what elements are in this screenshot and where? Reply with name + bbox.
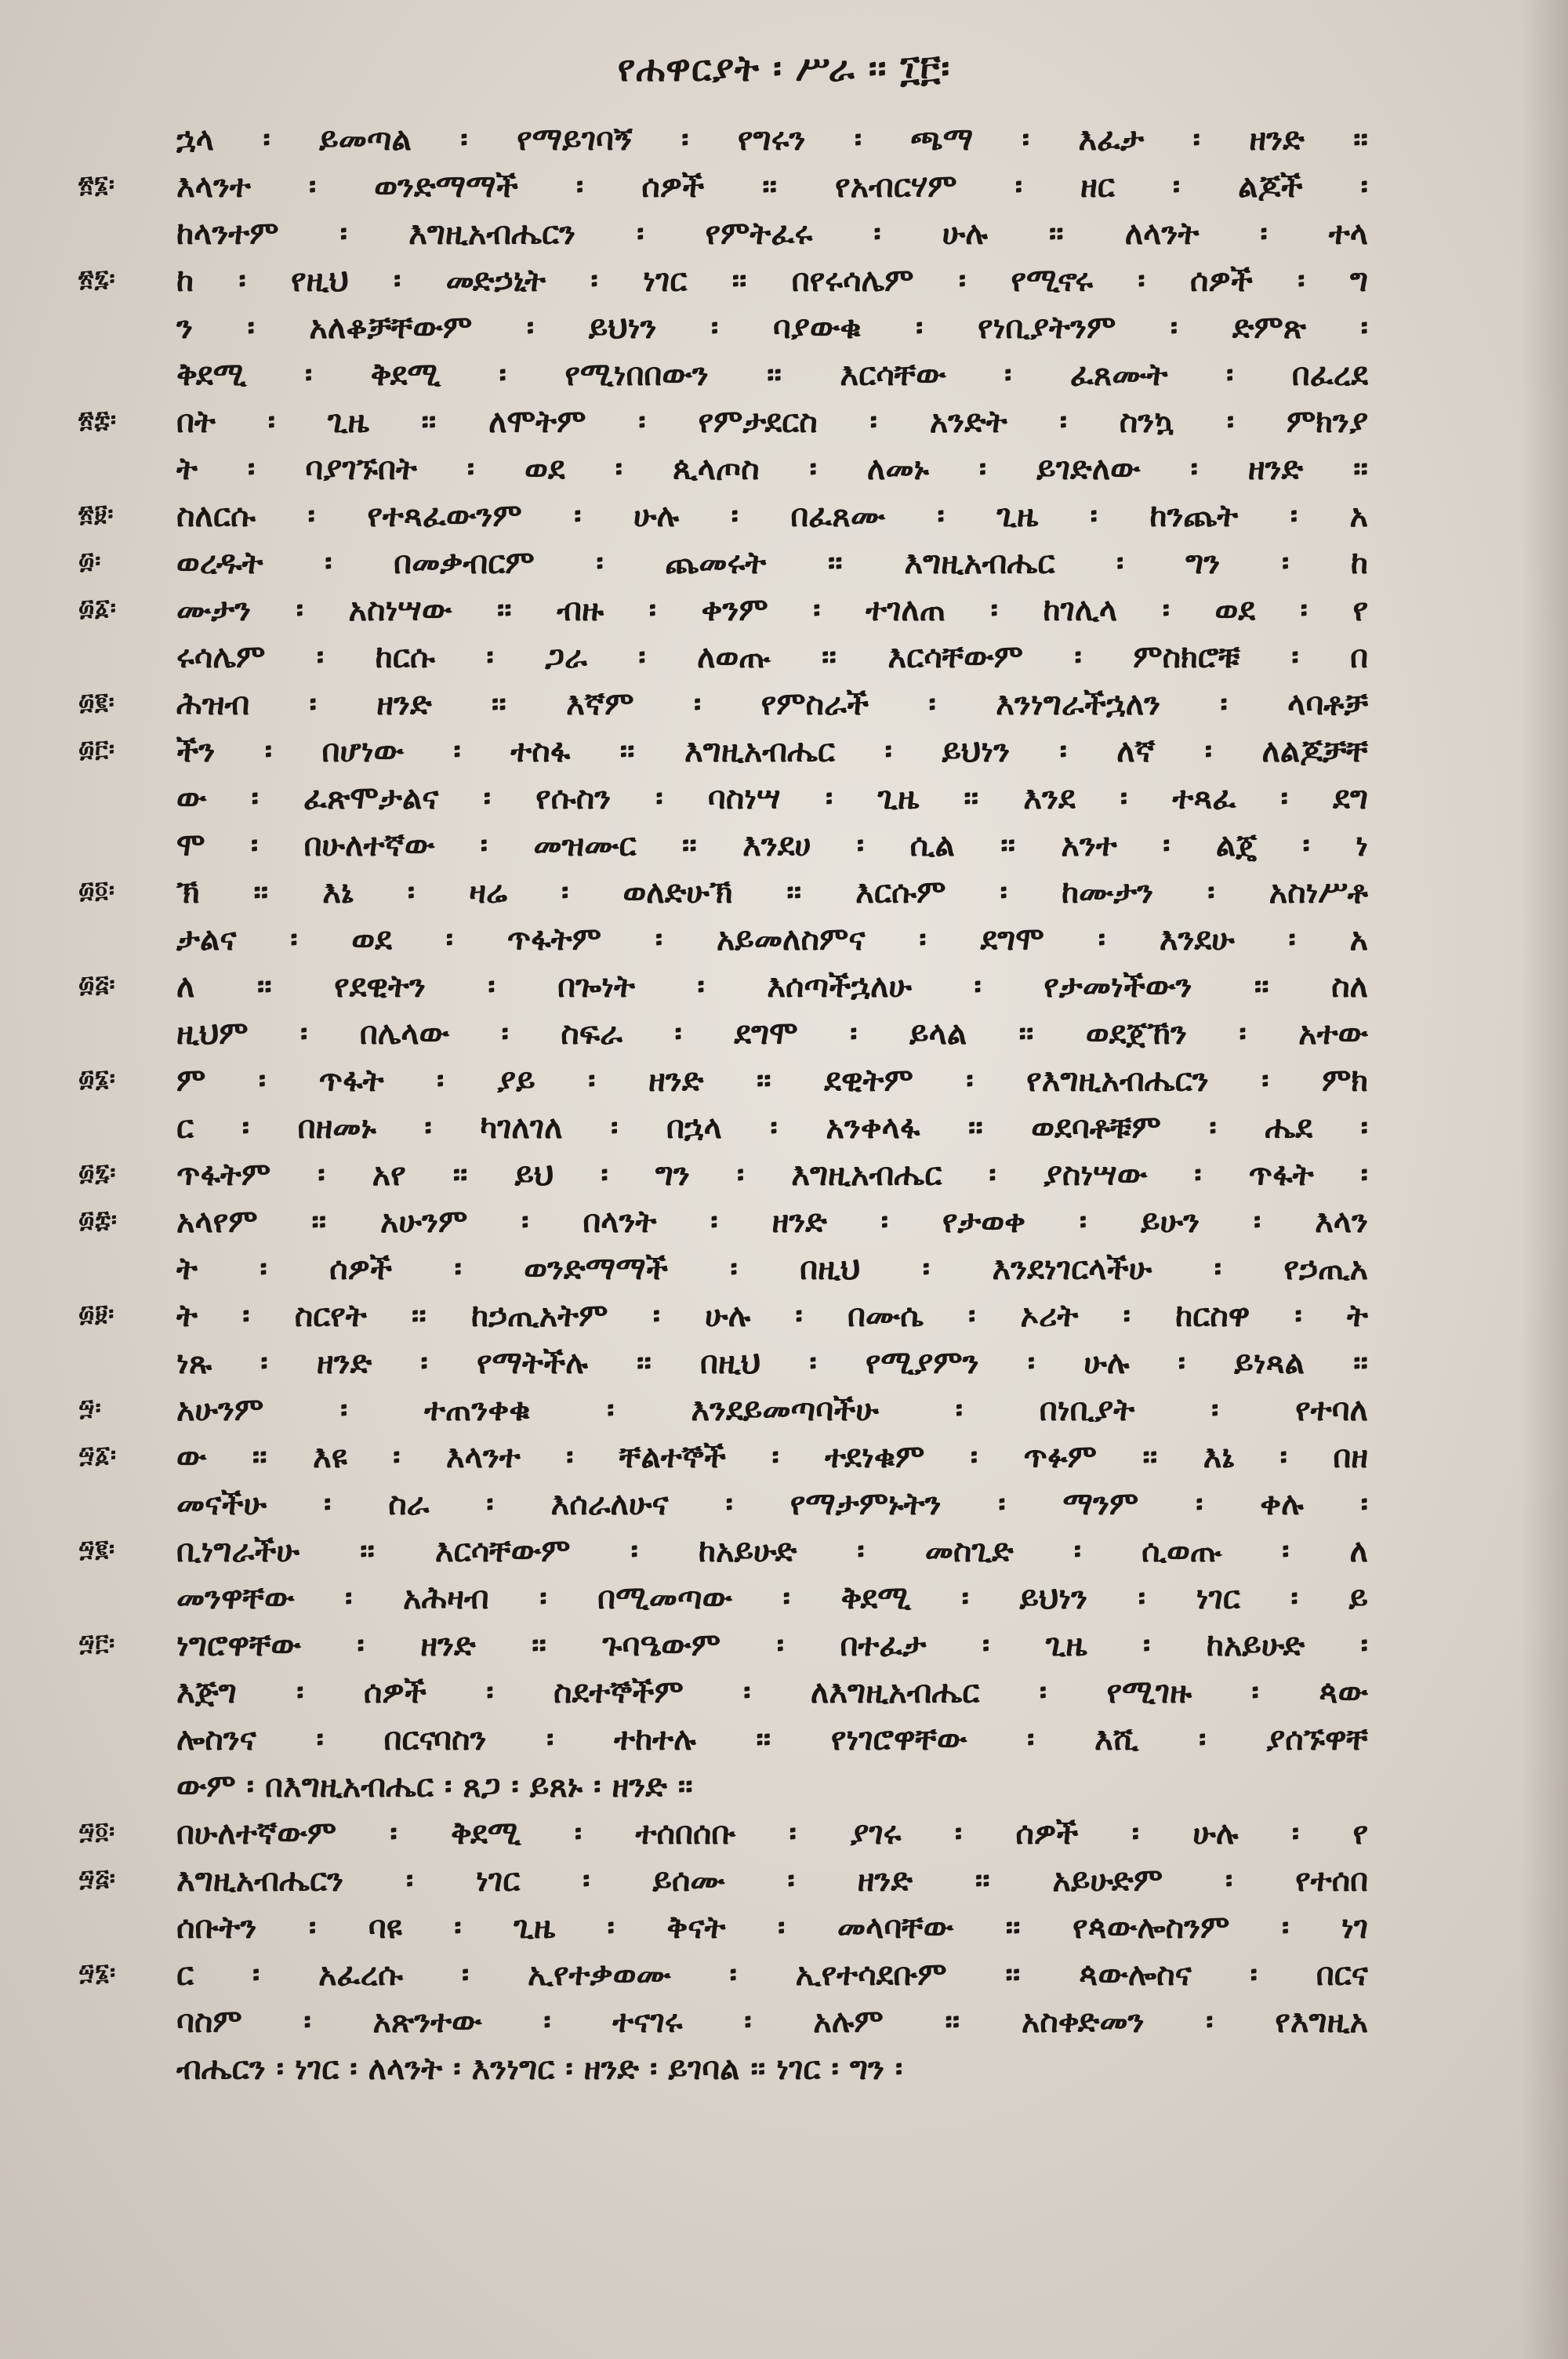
line-text: እላንተ ፡ ወንድማማች ፡ ሰዎች ፡፡ የአብርሃም ፡ ዘር ፡ ልጆች ፡: [176, 168, 1368, 205]
line-text: ት ፡ ሰዎች ፡ ወንድማማች ፡ በዚህ ፡ እንደነገርላችሁ ፡ የኃጢአ: [176, 1250, 1368, 1287]
text-line: [0, 682, 1568, 729]
line-text: ት ፡ ስርየት ፡፡ ከኃጢአትም ፡ ሁሉ ፡ በሙሴ ፡ ኦሪት ፡ ከርስዋ ፡ ት: [176, 1297, 1368, 1334]
line-text: መንዋቸው ፡ አሕዛብ ፡ በሚመጣው ፡ ቅደሚ ፡ ይህነን ፡ ነገር ፡ ይ: [176, 1579, 1368, 1616]
text-line: [0, 447, 1568, 494]
text-line: [0, 1388, 1568, 1435]
verse-number: ፴፭፡: [78, 971, 116, 998]
text-line: [0, 306, 1568, 353]
line-text: ት ፡ ባያገኙበት ፡ ወደ ፡ ጲላጦስ ፡ ለመኑ ፡ ይገድለው ፡ ዘንድ ፡፡: [176, 450, 1368, 487]
line-text: መናችሁ ፡ ስራ ፡ እሰራለሁና ፡ የማታምኑትን ፡ ማንም ፡ ቀሉ ፡: [176, 1485, 1368, 1522]
line-text: ሕዝብ ፡ ዘንድ ፡፡ እኛም ፡ የምስራች ፡ እንነግራችኋለን ፡ ላባቶቻ: [176, 685, 1368, 722]
text-line: [0, 212, 1568, 259]
verse-number: ፵፫፡: [78, 1630, 116, 1657]
line-text: ኋላ ፡ ይመጣል ፡ የማይገባኝ ፡ የግሩን ፡ ጫማ ፡ እፈታ ፡ ዘንድ ፡፡: [176, 121, 1368, 158]
text-line: [0, 1435, 1568, 1482]
text-line: [0, 1012, 1568, 1059]
text-line: [0, 1859, 1568, 1906]
line-text: በሁለተኛውም ፡ ቅደሚ ፡ ተሰበሰቡ ፡ ያገሩ ፡ ሰዎች ፡ ሁሉ ፡ የ: [176, 1815, 1368, 1852]
line-text: ቢነግራችሁ ፡፡ እርሳቸውም ፡ ከአይሁድ ፡ መስጊድ ፡ ሲወጡ ፡ ለ: [176, 1532, 1368, 1569]
verse-number: ፴፱፡: [78, 1300, 115, 1328]
text-line: [0, 1953, 1568, 2000]
verse-number: ፵፡: [78, 1394, 102, 1422]
text-line: [0, 2047, 1568, 2094]
text-line: [0, 1106, 1568, 1153]
page-body: [0, 118, 1568, 2094]
line-text: ቅደሚ ፡ ቅደሚ ፡ የሚነበበውን ፡፡ እርሳቸው ፡ ፈጸሙት ፡ በፈረደ: [176, 356, 1368, 393]
line-text: ሙታን ፡ አስነሣው ፡፡ ብዙ ፡ ቀንም ፡ ተገለጠ ፡ ከገሊላ ፡ ወደ ፡ የ: [176, 591, 1368, 628]
line-text: ሰቡትን ፡ ባዩ ፡ ጊዜ ፡ ቅናት ፡ መላባቸው ፡፡ የጳውሎስንም ፡ ነገ: [176, 1909, 1368, 1946]
line-text: ጥፋትም ፡ አየ ፡፡ ይህ ፡ ግን ፡ እግዚአብሔር ፡ ያስነሣው ፡ ጥፋት ፡: [176, 1156, 1368, 1193]
verse-number: ፳፱፡: [78, 500, 114, 528]
text-line: [0, 1576, 1568, 1623]
text-line: [0, 776, 1568, 823]
line-text: ታልና ፡ ወደ ፡ ጥፋትም ፡ አይመለስምና ፡ ደግሞ ፡ እንደሁ ፡ አ: [176, 921, 1368, 958]
line-text: በት ፡ ጊዜ ፡፡ ለሞትም ፡ የምታደርስ ፡ አንድት ፡ ስንኳ ፡ ምክንያ: [176, 403, 1368, 440]
line-text: ስለርሱ ፡ የተጻፈውንም ፡ ሁሉ ፡ በፈጸሙ ፡ ጊዜ ፡ ከንጨት ፡ አ: [176, 497, 1368, 534]
line-text: ን ፡ አለቆቻቸውም ፡ ይህነን ፡ ባያውቁ ፡ የነቢያትንም ፡ ድምጽ ፡: [176, 309, 1368, 346]
verse-number: ፴፩፡: [78, 594, 117, 622]
line-text: ባስም ፡ አጽንተው ፡ ተናገሩ ፡ አሉም ፡፡ አስቀድመን ፡ የእግዚአ: [176, 2003, 1368, 2040]
line-text: አላየም ፡፡ አሁንም ፡ በላንት ፡ ዘንድ ፡ የታወቀ ፡ ይሁን ፡ እላን: [176, 1203, 1368, 1240]
text-line: [0, 588, 1568, 635]
text-line: [0, 918, 1568, 965]
line-text: ዚህም ፡ በሌላው ፡ ስፍራ ፡ ደግሞ ፡ ይላል ፡፡ ወደጀኸን ፡ አተው: [176, 1015, 1368, 1052]
text-line: [0, 494, 1568, 541]
line-text: ብሔርን ፡ ነገር ፡ ለላንት ፡ እንነግር ፡ ዘንድ ፡ ይገባል ፡፡ ነገር ፡ ግን ፡: [176, 2050, 903, 2087]
line-text: አሁንም ፡ ተጠንቀቁ ፡ እንደይመጣባችሁ ፡ በነቢያት ፡ የተባለ: [176, 1391, 1368, 1428]
line-text: ለ ፡፡ የደዊትን ፡ በጐነት ፡ እሰጣችኋለሁ ፡ የታመነችውን ፡፡ ስለ: [176, 968, 1368, 1005]
verse-number: ፵፪፡: [78, 1536, 116, 1563]
text-line: [0, 1717, 1568, 1765]
text-line: [0, 353, 1568, 400]
line-text: እጅግ ፡ ሰዎች ፡ ስደተኞችም ፡ ለእግዚአብሔር ፡ የሚገዙ ፡ ጳው: [176, 1674, 1368, 1710]
line-text: ው ፡፡ እዩ ፡ እላንተ ፡ ቸልተኞች ፡ ተደነቁም ፡ ጥፉም ፡፡ እኔ ፡ በዘ: [176, 1438, 1368, 1475]
text-line: [0, 400, 1568, 447]
text-line: [0, 1059, 1568, 1106]
verse-number: ፵፮፡: [78, 1959, 117, 1986]
verse-number: ፴፡: [78, 547, 102, 575]
line-text: ኽ ፡፡ እኔ ፡ ዛሬ ፡ ወለድሁኽ ፡፡ እርሱም ፡ ከሙታን ፡ አስነሥቶ: [176, 874, 1368, 911]
verse-number: ፳፯፡: [78, 265, 116, 293]
text-line: [0, 165, 1568, 212]
text-line: [0, 1482, 1568, 1529]
text-line: [0, 729, 1568, 776]
verse-number: ፳፮፡: [78, 171, 115, 198]
text-line: [0, 1153, 1568, 1200]
text-line: [0, 1341, 1568, 1388]
line-text: ሎስንና ፡ በርናባስን ፡ ተከተሉ ፡፡ የነገሮዋቸው ፡ እሺ ፡ ያሰኙዋቸ: [176, 1721, 1368, 1757]
line-text: ከ ፡ የዚህ ፡ መድኃኒት ፡ ነገር ፡፡ በየሩሳሌም ፡ የሚኖሩ ፡ ሰዎች ፡ ግ: [176, 262, 1368, 299]
text-line: [0, 1623, 1568, 1670]
verse-number: ፴፫፡: [78, 736, 115, 763]
verse-number: ፴፬፡: [78, 877, 115, 904]
verse-number: ፵፭፡: [78, 1865, 116, 1892]
text-line: [0, 871, 1568, 918]
line-text: ወረዱት ፡ በመቃብርም ፡ ጨመሩት ፡፡ እግዚአብሔር ፡ ግን ፡ ከ: [176, 544, 1368, 581]
verse-number: ፴፰፡: [78, 1206, 118, 1234]
line-text: ነግሮዋቸው ፡ ዘንድ ፡፡ ጉባዔውም ፡ በተፈታ ፡ ጊዜ ፡ ከአይሁድ ፡: [176, 1627, 1368, 1663]
text-line: [0, 1200, 1568, 1247]
text-line: [0, 1294, 1568, 1341]
line-text: ር ፡ አፈረሱ ፡ ኢየተቃወሙ ፡ ኢየተሳደቡም ፡፡ ጳውሎስና ፡ በርና: [176, 1956, 1368, 1993]
text-line: [0, 1247, 1568, 1294]
text-line: [0, 823, 1568, 871]
line-text: ው ፡ ፈጽሞታልና ፡ የሱስን ፡ ባስነሣ ፡ ጊዜ ፡፡ እንደ ፡ ተጻፈ ፡ ደግ: [176, 780, 1368, 816]
verse-number: ፴፯፡: [78, 1159, 117, 1187]
text-line: [0, 259, 1568, 306]
text-line: [0, 1906, 1568, 1953]
line-text: ከላንተም ፡ እግዚአብሔርን ፡ የምትፈሩ ፡ ሁሉ ፡፡ ለላንት ፡ ተላ: [176, 215, 1368, 252]
verse-number: ፳፰፡: [78, 406, 118, 434]
running-header: የሐዋርያት ፡ ሥራ ፡፡ ፲፫፡: [617, 47, 951, 89]
text-line: [0, 1670, 1568, 1717]
text-line: [0, 2000, 1568, 2047]
verse-number: ፵፬፡: [78, 1818, 116, 1845]
line-text: ችን ፡ በሆነው ፡ ተስፋ ፡፡ እግዚአብሔር ፡ ይህነን ፡ ለኛ ፡ ለልጆቻቸ: [176, 732, 1368, 769]
line-text: እግዚአብሔርን ፡ ነገር ፡ ይሰሙ ፡ ዘንድ ፡፡ አይሁድም ፡ የተሰበ: [176, 1862, 1368, 1899]
line-text: ር ፡ በዘመኑ ፡ ካገለገለ ፡ በኋላ ፡ አንቀላፋ ፡፡ ወደባቶቹም ፡ ሔደ ፡: [176, 1109, 1368, 1146]
text-line: [0, 965, 1568, 1012]
text-line: [0, 1765, 1568, 1812]
text-line: [0, 1529, 1568, 1576]
line-text: ነጹ ፡ ዘንድ ፡ የማትችሉ ፡፡ በዚህ ፡ የሚያምን ፡ ሁሉ ፡ ይነጻል ፡፡: [176, 1344, 1368, 1381]
text-line: [0, 1812, 1568, 1859]
text-line: [0, 635, 1568, 682]
verse-number: ፴፪፡: [78, 689, 115, 716]
verse-number: ፵፩፡: [78, 1441, 118, 1469]
verse-number: ፴፮፡: [78, 1065, 116, 1092]
line-text: ውም ፡ በእግዚአብሔር ፡ ጸጋ ፡ ይጸኑ ፡ ዘንድ ፡፡: [176, 1768, 693, 1805]
line-text: ሞ ፡ በሁለተኛው ፡ መዝሙር ፡፡ እንደሀ ፡ ሲል ፡፡ አንተ ፡ ልጄ ፡ ነ: [176, 827, 1368, 863]
text-line: [0, 118, 1568, 165]
line-text: ሩሳሌም ፡ ከርሱ ፡ ጋራ ፡ ለወጡ ፡፡ እርሳቸውም ፡ ምስክሮቹ ፡ በ: [176, 638, 1368, 675]
line-text: ም ፡ ጥፋት ፡ ያይ ፡ ዘንድ ፡፡ ደዊትም ፡ የእግዚአብሔርን ፡ ምክ: [176, 1062, 1368, 1099]
text-line: [0, 541, 1568, 588]
